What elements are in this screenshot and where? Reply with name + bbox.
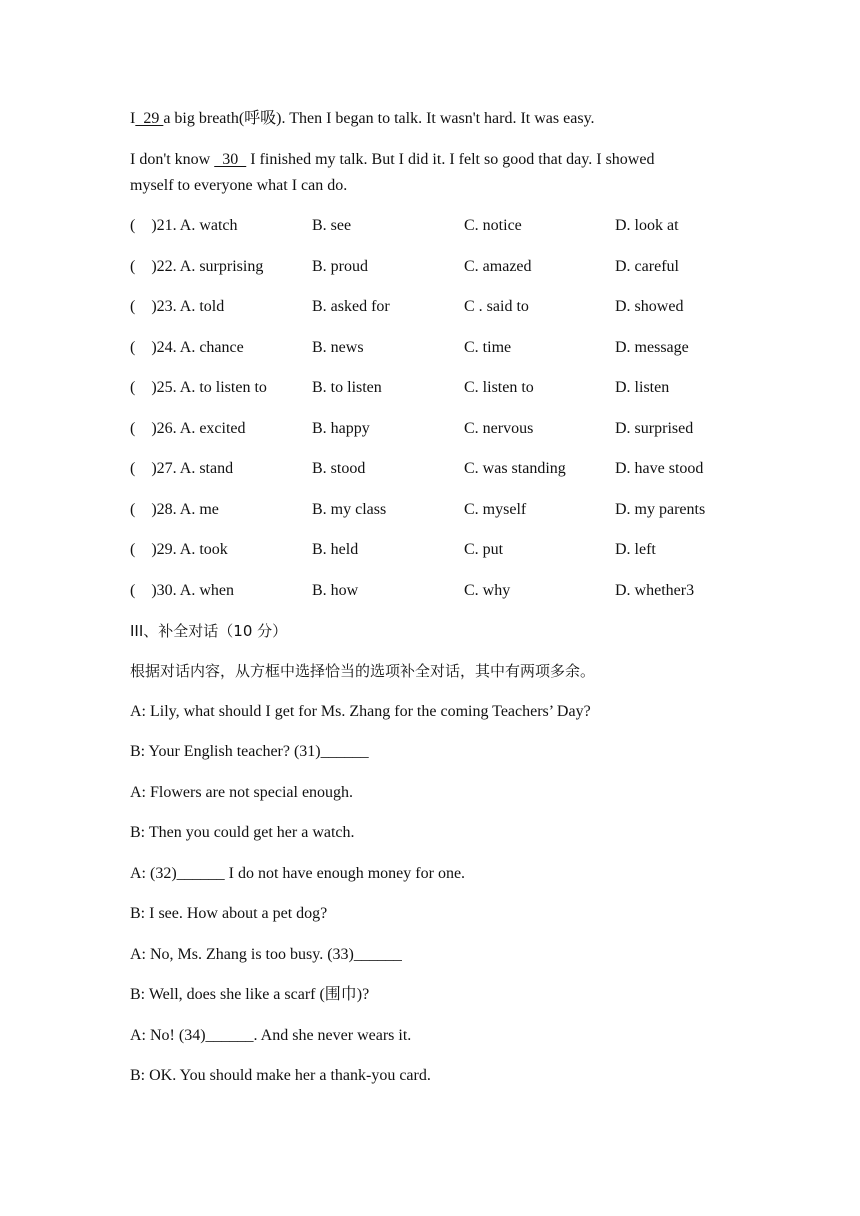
passage-line-2-prefix: I don't know: [130, 151, 215, 168]
blank-30: 30: [214, 151, 247, 168]
option-27-d: D. have stood: [615, 460, 704, 477]
option-26-d: D. surprised: [615, 420, 694, 437]
option-row-26: [130, 419, 731, 439]
passage-line-1-suffix: a big breath(呼吸). Then I began to talk. It wasn't hard. It was easy.: [163, 110, 595, 127]
option-24-a: ( )24. A. chance: [130, 339, 244, 356]
option-row-29: [130, 540, 731, 560]
dialogue-line: B: Your English teacher? (31)______: [130, 743, 369, 760]
dialogue-line: B: Then you could get her a watch.: [130, 824, 355, 841]
dialogue-line: B: Well, does she like a scarf (围巾)?: [130, 986, 370, 1003]
option-30-b: B. how: [312, 582, 359, 599]
option-29-c: C. put: [464, 541, 504, 558]
option-21-d: D. look at: [615, 217, 679, 234]
passage-line-3: myself to everyone what I can do.: [130, 177, 348, 194]
option-row-25: [130, 378, 731, 398]
option-21-b: B. see: [312, 217, 352, 234]
option-23-b: B. asked for: [312, 298, 390, 315]
option-23-d: D. showed: [615, 298, 684, 315]
option-26-c: C. nervous: [464, 420, 534, 437]
option-row-28: [130, 500, 731, 520]
option-row-30: [130, 581, 731, 601]
option-row-22: [130, 257, 731, 277]
passage-line-2: [130, 150, 654, 170]
section-3-heading: III、补全对话（10 分）: [130, 622, 288, 640]
dialogue-line: A: (32)______ I do not have enough money for one.: [130, 865, 466, 882]
option-28-d: D. my parents: [615, 501, 706, 518]
option-23-a: ( )23. A. told: [130, 298, 225, 315]
option-row-23: [130, 297, 731, 317]
dialogue-line: A: Lily, what should I get for Ms. Zhang for the coming Teachers’ Day?: [130, 703, 591, 720]
option-row-27: [130, 459, 731, 479]
option-26-a: ( )26. A. excited: [130, 420, 246, 437]
option-25-c: C. listen to: [464, 379, 534, 396]
passage-line-1: [130, 109, 595, 129]
option-29-a: ( )29. A. took: [130, 541, 228, 558]
option-24-c: C. time: [464, 339, 512, 356]
option-25-b: B. to listen: [312, 379, 382, 396]
option-26-b: B. happy: [312, 420, 370, 437]
option-29-d: D. left: [615, 541, 656, 558]
option-28-b: B. my class: [312, 501, 387, 518]
option-28-a: ( )28. A. me: [130, 501, 219, 518]
option-30-c: C. why: [464, 582, 511, 599]
option-22-a: ( )22. A. surprising: [130, 258, 264, 275]
option-row-24: [130, 338, 731, 358]
option-27-b: B. stood: [312, 460, 366, 477]
dialogue-line: B: OK. You should make her a thank-you card.: [130, 1067, 431, 1084]
dialogue-line: B: I see. How about a pet dog?: [130, 905, 328, 922]
option-23-c: C . said to: [464, 298, 529, 315]
option-27-a: ( )27. A. stand: [130, 460, 234, 477]
option-24-d: D. message: [615, 339, 689, 356]
section-3-instruction: 根据对话内容，从方框中选择恰当的选项补全对话，其中有两项多余。: [130, 662, 596, 680]
option-28-c: C. myself: [464, 501, 527, 518]
blank-29: 29: [135, 110, 164, 127]
option-24-b: B. news: [312, 339, 364, 356]
dialogue-line: A: No, Ms. Zhang is too busy. (33)______: [130, 946, 402, 963]
option-22-c: C. amazed: [464, 258, 532, 275]
option-25-d: D. listen: [615, 379, 670, 396]
dialogue-line: A: No! (34)______. And she never wears it.: [130, 1027, 412, 1044]
option-22-d: D. careful: [615, 258, 679, 275]
option-21-c: C. notice: [464, 217, 522, 234]
passage-line-2-suffix: I finished my talk. But I did it. I felt so good that day. I showed: [246, 151, 655, 168]
option-25-a: ( )25. A. to listen to: [130, 379, 267, 396]
dialogue-line: A: Flowers are not special enough.: [130, 784, 354, 801]
option-row-21: [130, 216, 731, 236]
option-29-b: B. held: [312, 541, 359, 558]
option-21-a: ( )21. A. watch: [130, 217, 238, 234]
option-22-b: B. proud: [312, 258, 368, 275]
option-30-a: ( )30. A. when: [130, 582, 234, 599]
option-27-c: C. was standing: [464, 460, 566, 477]
option-30-d: D. whether3: [615, 582, 695, 599]
passage-line-1-prefix: I: [130, 110, 136, 127]
